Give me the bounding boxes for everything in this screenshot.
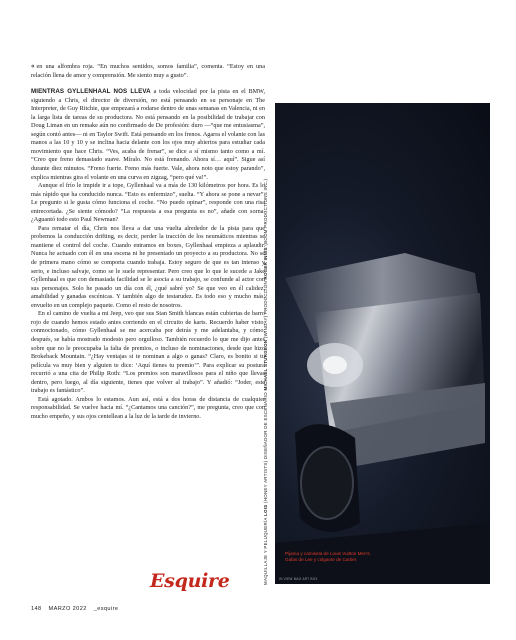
photo-credits bbox=[263, 105, 268, 585]
car-photo bbox=[275, 103, 490, 584]
article-paragraph: Está agotado. Ambos lo estamos. Aun así, está a dos horas de distancia de cualquier responsabilidad. Se vuelve hacia mí. “¿Cantamos una canción?”, me pregunta, creo que con mucho empeño, y sus ojos centellean a la luz de la tarde de invierno. bbox=[31, 395, 265, 420]
credit-text: (HONEY ARTISTS) DISEÑADOR DE ESCENARIO bbox=[263, 390, 268, 505]
photo-caption: Pijama y camiseta de Louis Vuitton Men's. Gafas de Lee y colgante de Cartier. bbox=[285, 551, 371, 562]
credit-name: ROGER INNIS bbox=[263, 247, 268, 280]
quote-mark-icon: « bbox=[31, 62, 35, 70]
lead-caps: MIENTRAS GYLLENHAAL NOS LLEVA bbox=[31, 88, 151, 96]
issue-date: MARZO 2022 bbox=[48, 606, 87, 612]
footer-brand: _esquire bbox=[93, 606, 119, 612]
car-illustration bbox=[275, 103, 490, 584]
article-paragraph bbox=[31, 88, 265, 182]
page-footer bbox=[31, 606, 123, 612]
credit-name: LOIS bbox=[263, 504, 268, 516]
credit-text: (WINDAY) PRODUCCIÓN bbox=[263, 279, 268, 340]
article-paragraph: Para rematar el día, Chris nos lleva a dar una vuelta alrededor de la pista para que probemos la conducción drifting, es decir, perder la tracción de los neumáticos mientras se mantiene el control del coche. Cuando entramos en boxes, Gyllenhaal empieza a aplaudir. Nunca he actuado con él en una escena ni he presentado un proyecto a su productora. No sé de primera mano cómo se comporta cuando trabaja. Estoy seguro de que es tan intenso y serio, e incluso salvaje, como se le suele representar. Pero creo que lo que le sucede a Jake Gyllenhaal es que con demasiada facilidad se le asocia a su trabajo, se confunde al actor con sus personajes. Solo he pasado un día con él, ¿qué sabré yo? Se que veo en él calidez, amabilidad y ganadas escénicas. Y también algo de testarudez. Es todo eso y mucho más, envuelto en un complejo paquete. Como el resto de nosotros. bbox=[31, 224, 265, 309]
intro-text: en una alfombra roja. “En muchos sentidos, somos familia”, comenta. “Estoy en una relación llena de amor y comprensión. Me siento muy a gusto”. bbox=[31, 63, 265, 79]
credit-text: (BOOM PRODUCTIONS INC.) bbox=[263, 178, 268, 248]
photo-tag: IN VIEW MAG ART BOX bbox=[279, 577, 318, 581]
esquire-logo: Esquire bbox=[150, 570, 230, 592]
credit-text: MAQUILLAJE Y PELUQUERÍA bbox=[263, 515, 268, 585]
page-number: 148 bbox=[31, 606, 42, 612]
article-paragraph: En el camino de vuelta a mi Jeep, veo que sus Stan Smith blancas están cubiertas de barro rojo de cuando hemos estado antes corriendo en el circuito de karts. Recuerdo haber visto, conmocionado, cómo Gyllenhaal se me acercaba por detrás y me adelantaba, y cómo, después, se había mostrado modesto pero orgulloso. También recuerdo lo que me dijo antes sobre que no le preocupaba la falta de premios, o incluso de nominaciones, desde que hizo Brokeback Mountain. “¿Hay ventajas si te nominan a algo o ganas? Claro, es bonito si tu película va muy bien y alguien te dice: ‘Aquí tienes tu premio’”. Para explicar su postura recurrió a una cita de Philip Roth: “Los premios son maravillosos para el niño que llevas dentro, pero luego, al día siguiente, tienes que volver al trabajo”. Y añadió: “Joder, este trabajo es fantástico”. bbox=[31, 310, 265, 395]
article-paragraph: Aunque el frío le impide ir a tope, Gyllenhaal va a más de 130 kilómetros por hora. Es lo más rápido que ha conducido nunca. “Esto es enfermizo”, suelta. “Y ahora se pone a nevar”. Le pregunto si le gusta cómo funciona el coche. “No puedo opinar”, responde con una risa entrecortada. ¿Se siente cómodo? “La respuesta a esa pregunta es no”, añade con sorna. ¿Aguantó todo esto Paul Newman? bbox=[31, 182, 265, 224]
article-intro bbox=[31, 62, 265, 80]
paragraph-text: a toda velocidad por la pista en el BMW, siguiendo a Chris, el director de diversión, no está pensando en su personaje en The Interpreter, de Guy Ritchie, que empezará a rodarse dentro de unas semanas en Valencia, ni en la larga lista de tareas de su productora. No está pensando en la posibilidad de trabajar con Doug Liman en un remake aún no confirmado de De profesión: duro —“que me entusiasma”, según contó antes— ni en Taylor Swift. Está pensando en los frenos. Agarra el volante con las manos a las 10 y 10 y se inclina hacia delante con los ojos muy abiertos para estudiar cada movimiento que hace Chris. “Ves, acaba de frenar”, se dice a sí mismo tanto como a mí. “Creo que freno demasiado suave. Míralo. No está frenando. Ahora sí… aquí”. Sigue así durante diez minutos. “Freno fuerte. Freno más fuerte. Vale, ahora noto que estoy parando”, explica mientras gira el volante en una curva en zigzag, “pero qué va!”. bbox=[31, 88, 265, 181]
article-body bbox=[31, 62, 265, 421]
credit-name: MICHAEL STURGEON bbox=[263, 339, 268, 391]
